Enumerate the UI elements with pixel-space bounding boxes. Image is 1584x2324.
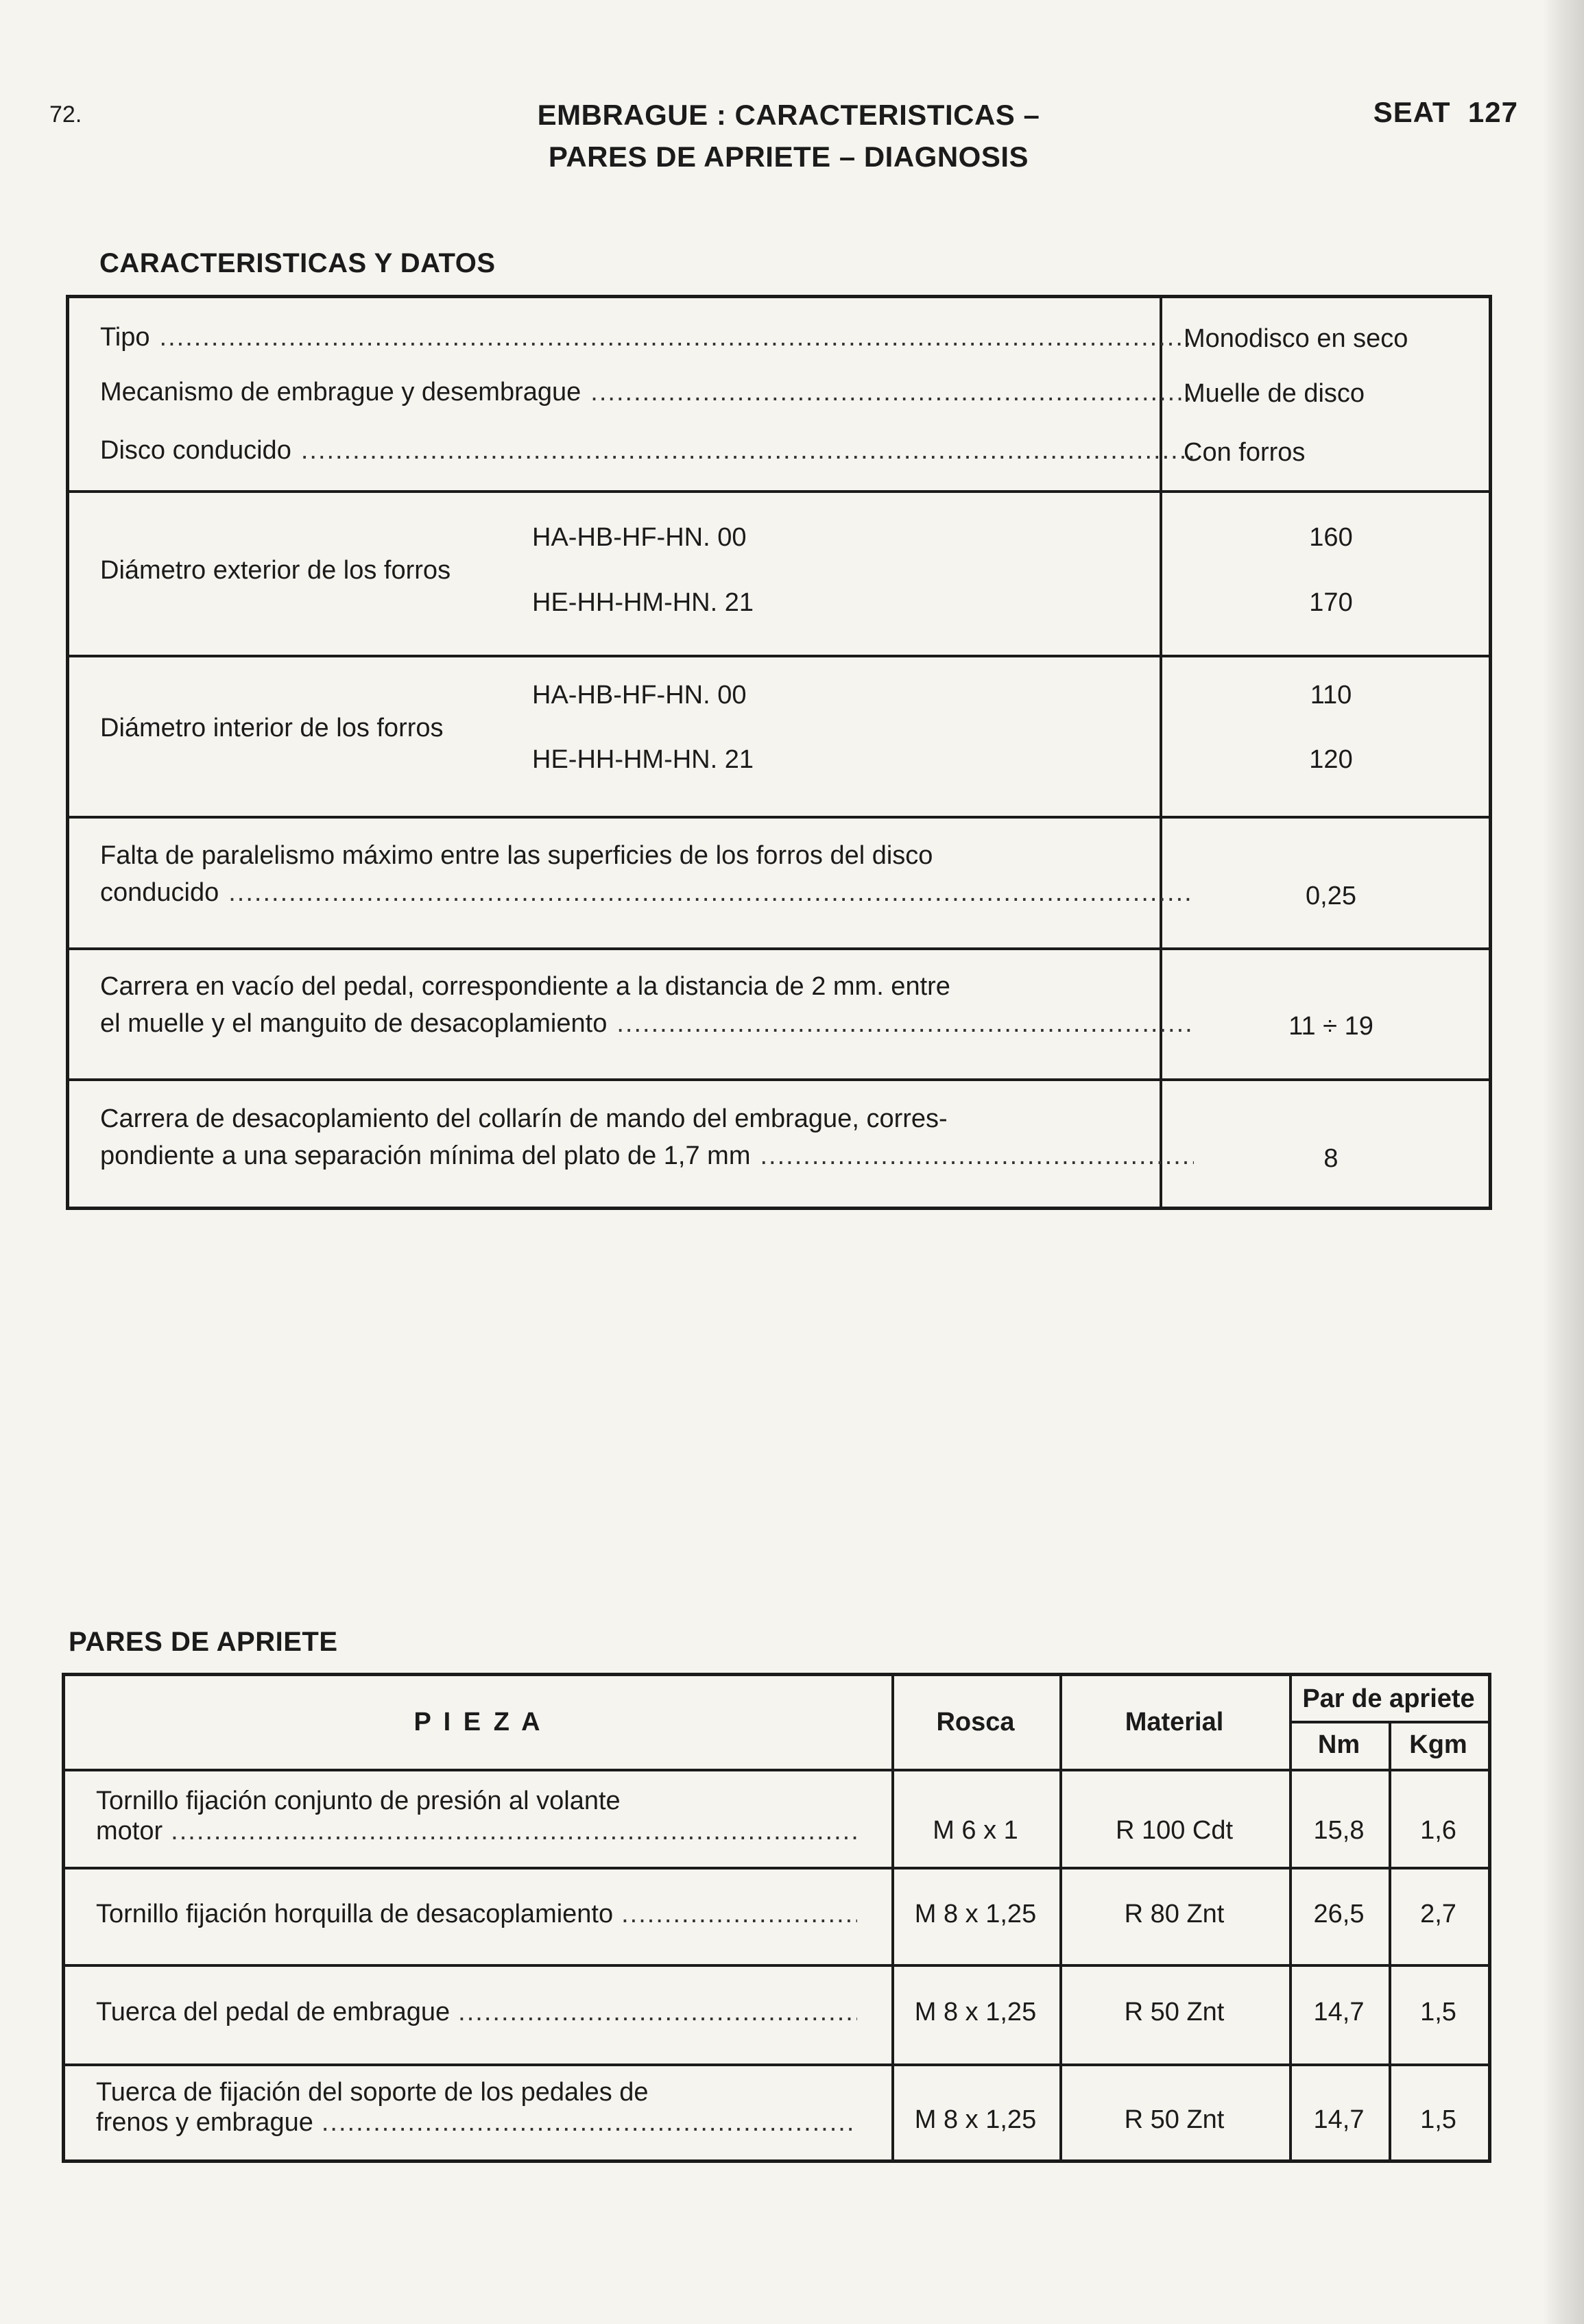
row-divider [65,2063,1488,2066]
spec-value: Monodisco en seco [1184,324,1408,353]
material-cell: R 80 Znt [1124,1900,1225,1928]
page-title [411,95,1166,178]
inner-diameter-model-2: HE-HH-HM-HN. 21 [532,745,754,774]
thread-cell: M 8 x 1,25 [914,1900,1037,1928]
page-number: 72. [49,101,82,128]
material-cell: R 50 Znt [1124,2105,1225,2134]
material-cell: R 100 Cdt [1115,1816,1234,1845]
column-divider [1389,1721,1391,2159]
leader-dots [160,319,1194,356]
torque-table [62,1673,1491,2163]
outer-diameter-value-1: 160 [1309,523,1353,552]
inner-diameter-model-1: HA-HB-HF-HN. 00 [532,681,747,710]
pedal-travel-label-line-2: el muelle y el manguito de desacoplamiento ..... [100,1005,1194,1042]
kgm-cell: 1,5 [1420,1998,1456,2026]
page-title-line-2: PARES DE APRIETE – DIAGNOSIS [548,140,1029,173]
spec-row-mechanism [100,374,1194,411]
piece-name-line-1: Tornillo fijación conjunto de presión al volante [96,1787,621,1815]
leader-dots [228,874,1194,911]
leader-dots [322,2107,857,2138]
row-divider [69,947,1489,950]
outer-diameter-model-1: HA-HB-HF-HN. 00 [532,523,747,552]
spec-label: Mecanismo de embrague y desembrague [100,378,581,407]
kgm-cell: 1,5 [1420,2105,1456,2134]
page-edge-shadow [1543,0,1584,2324]
characteristics-section-title: CARACTERISTICAS Y DATOS [99,248,496,278]
parallelism-label-line-1: Falta de paralelismo máximo entre las superficies de los forros del disco [100,841,933,870]
table-row [96,2077,857,2138]
leader-dots [590,374,1194,411]
piece-name-line-1: Tuerca de fijación del soporte de los pedales de [96,2078,649,2107]
kgm-cell: 1,6 [1420,1816,1456,1845]
thread-cell: M 8 x 1,25 [914,2105,1037,2134]
inner-diameter-label: Diámetro interior de los forros [100,714,444,742]
piece-name-line-2: motor [96,1817,163,1845]
torque-section-title: PARES DE APRIETE [69,1627,338,1657]
spec-value: Con forros [1184,438,1306,467]
outer-diameter-model-2: HE-HH-HM-HN. 21 [532,588,754,617]
release-travel-label-line-2: pondiente a una separación mínima del plato de 1,7 mm ..... [100,1137,1194,1174]
nm-cell: 14,7 [1313,2105,1365,2134]
spec-label: Tipo [100,323,150,352]
kgm-cell: 2,7 [1420,1900,1456,1928]
thread-cell: M 8 x 1,25 [914,1998,1037,2026]
row-divider [65,1867,1488,1869]
nm-cell: 14,7 [1313,1998,1365,2026]
characteristics-table [66,295,1492,1210]
row-divider [65,1769,1488,1771]
column-header-material: Material [1125,1708,1224,1736]
spec-value: Muelle de disco [1184,379,1365,408]
release-travel-value: 8 [1323,1144,1339,1173]
column-header-torque: Par de apriete [1302,1684,1475,1713]
leader-dots [301,432,1194,469]
row-divider [65,1964,1488,1967]
table-row [96,1786,857,1846]
column-header-piece: P I E Z A [413,1708,543,1736]
spec-row-disc [100,432,1194,469]
pedal-travel-label-line-1: Carrera en vacío del pedal, correspondiente a la distancia de 2 mm. entre [100,972,950,1001]
row-divider [69,1078,1489,1081]
nm-cell: 15,8 [1313,1816,1365,1845]
parallelism-value: 0,25 [1306,882,1356,910]
leader-dots [171,1816,857,1846]
spec-label: Disco conducido [100,436,291,465]
inner-diameter-value-2: 120 [1309,745,1353,774]
column-header-kgm: Kgm [1409,1730,1467,1759]
page-title-line-1: EMBRAGUE : CARACTERISTICAS – [537,99,1040,131]
pedal-travel-value: 11 ÷ 19 [1288,1012,1373,1041]
row-divider [69,655,1489,657]
row-divider [69,490,1489,493]
table-row [96,1997,857,2027]
outer-diameter-label: Diámetro exterior de los forros [100,556,451,585]
piece-name-line-2: frenos y embrague [96,2108,313,2137]
release-travel-label-line-1: Carrera de desacoplamiento del collarín de mando del embrague, corres- [100,1104,948,1133]
row-divider [1289,1721,1488,1723]
row-divider [69,816,1489,819]
piece-name: Tuerca del pedal de embrague [96,1998,451,2026]
column-header-nm: Nm [1317,1730,1360,1759]
thread-cell: M 6 x 1 [933,1816,1018,1845]
piece-name: Tornillo fijación horquilla de desacoplamiento [96,1900,614,1928]
leader-dots [760,1137,1194,1174]
parallelism-label-line-2: conducido ..... [100,874,1194,911]
brand-model: SEAT 127 [1373,96,1518,128]
material-cell: R 50 Znt [1124,1998,1225,2026]
leader-dots [621,1899,857,1929]
leader-dots [616,1005,1194,1042]
table-row [96,1899,857,1929]
spec-row-type [100,319,1194,356]
nm-cell: 26,5 [1313,1900,1365,1928]
inner-diameter-value-1: 110 [1310,681,1352,710]
leader-dots [458,1997,857,2027]
column-header-thread: Rosca [936,1708,1015,1736]
outer-diameter-value-2: 170 [1309,588,1353,617]
